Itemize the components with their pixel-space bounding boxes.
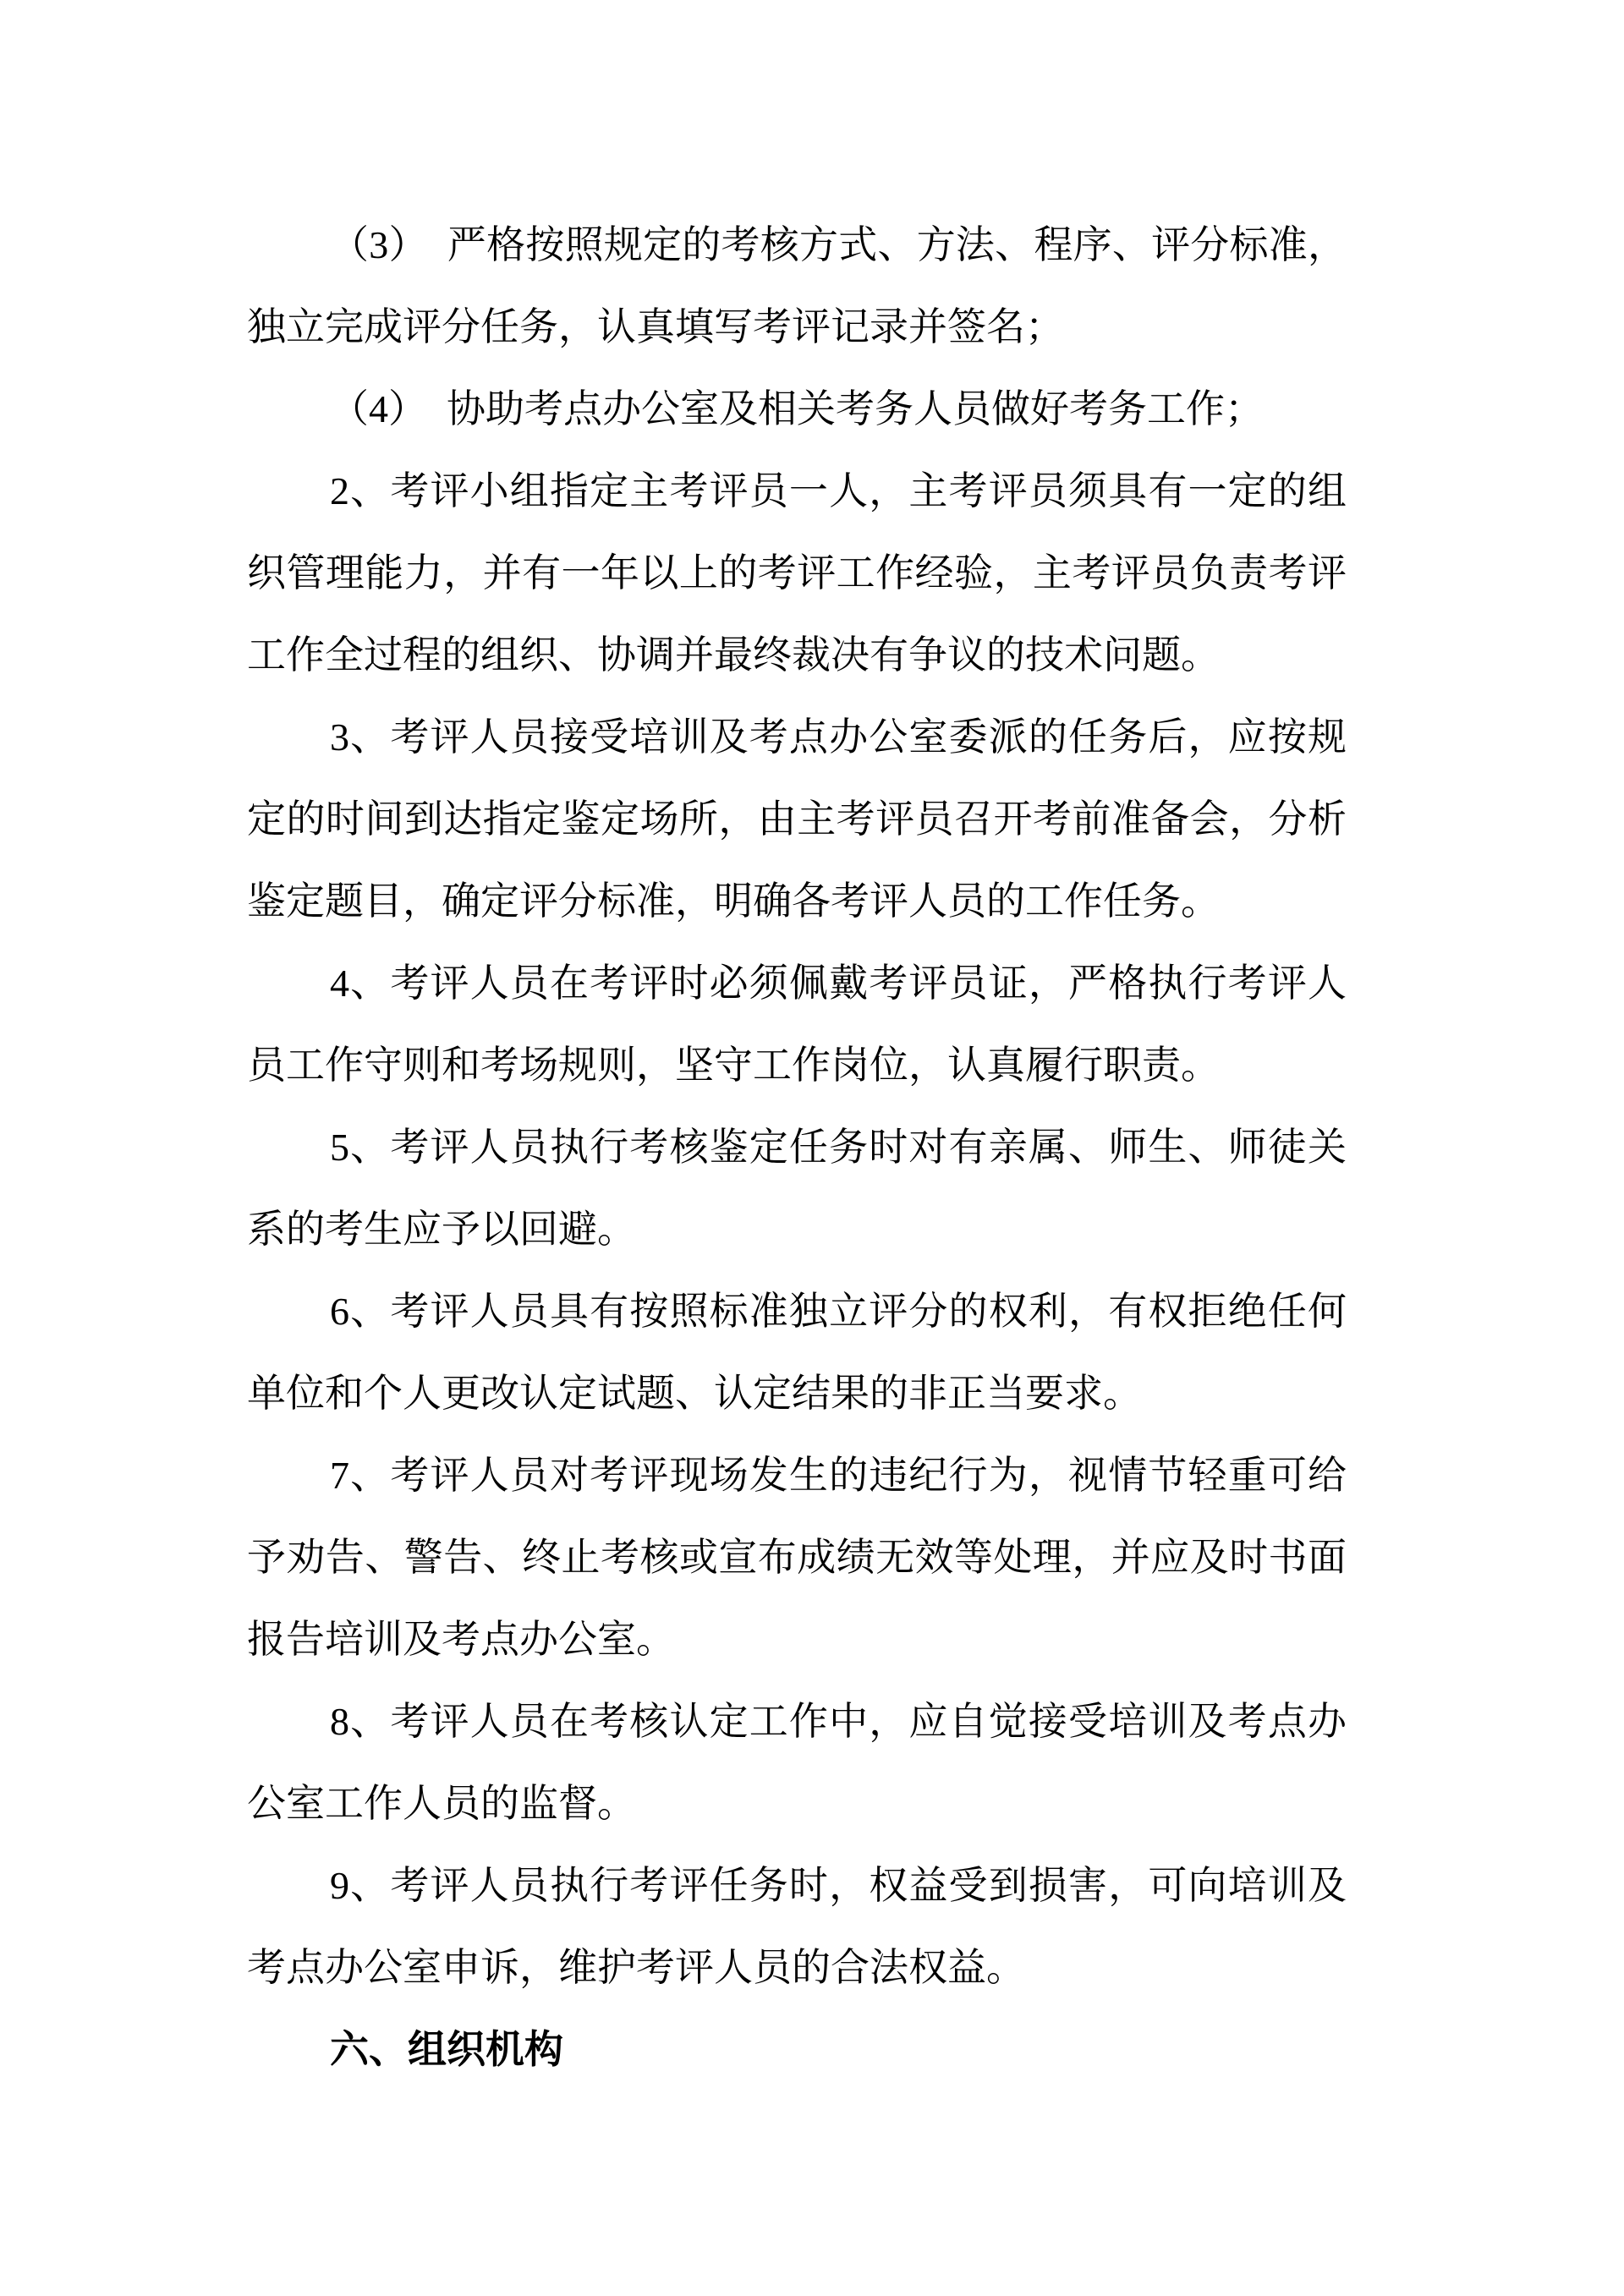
text-line: 9、考评人员执行考评任务时，权益受到损害，可向培训及 bbox=[330, 1864, 1347, 1907]
text-line: 系的考生应予以回避。 bbox=[247, 1208, 636, 1251]
text-line: 5、考评人员执行考核鉴定任务时对有亲属、师生、师徒关 bbox=[330, 1126, 1347, 1169]
text-line: 定的时间到达指定鉴定场所，由主考评员召开考前准备会，分析 bbox=[247, 797, 1347, 841]
text-line: （4） 协助考点办公室及相关考务人员做好考务工作； bbox=[330, 387, 1264, 430]
text-line: 报告培训及考点办公室。 bbox=[247, 1618, 675, 1661]
text-line: 员工作守则和考场规则，坚守工作岗位，认真履行职责。 bbox=[247, 1044, 1220, 1087]
text-line: 考点办公室申诉，维护考评人员的合法权益。 bbox=[247, 1946, 1025, 1989]
text-line: 独立完成评分任务，认真填写考评记录并签名； bbox=[247, 305, 1064, 348]
text-line: 2、考评小组指定主考评员一人，主考评员须具有一定的组 bbox=[330, 469, 1347, 512]
text-line: 鉴定题目，确定评分标准，明确各考评人员的工作任务。 bbox=[247, 879, 1220, 923]
text-line: （3） 严格按照规定的考核方式、方法、程序、评分标准， bbox=[330, 223, 1347, 266]
section-heading: 六、组织机构 bbox=[330, 2028, 563, 2071]
text-line: 4、考评人员在考评时必须佩戴考评员证，严格执行考评人 bbox=[330, 962, 1347, 1005]
text-line: 织管理能力，并有一年以上的考评工作经验，主考评员负责考评 bbox=[247, 551, 1347, 595]
text-line: 公室工作人员的监督。 bbox=[247, 1782, 636, 1825]
text-line: 予劝告、警告、终止考核或宣布成绩无效等处理，并应及时书面 bbox=[247, 1536, 1347, 1579]
text-line: 6、考评人员具有按照标准独立评分的权利，有权拒绝任何 bbox=[330, 1290, 1347, 1333]
text-line: 工作全过程的组织、协调并最终裁决有争议的技术问题。 bbox=[247, 633, 1220, 677]
text-line: 7、考评人员对考评现场发生的违纪行为，视情节轻重可给 bbox=[330, 1454, 1347, 1497]
document-body bbox=[247, 204, 1347, 2091]
text-line: 3、考评人员接受培训及考点办公室委派的任务后，应按规 bbox=[330, 715, 1347, 759]
text-line: 单位和个人更改认定试题、认定结果的非正当要求。 bbox=[247, 1372, 1142, 1415]
text-line: 8、考评人员在考核认定工作中，应自觉接受培训及考点办 bbox=[330, 1700, 1347, 1743]
